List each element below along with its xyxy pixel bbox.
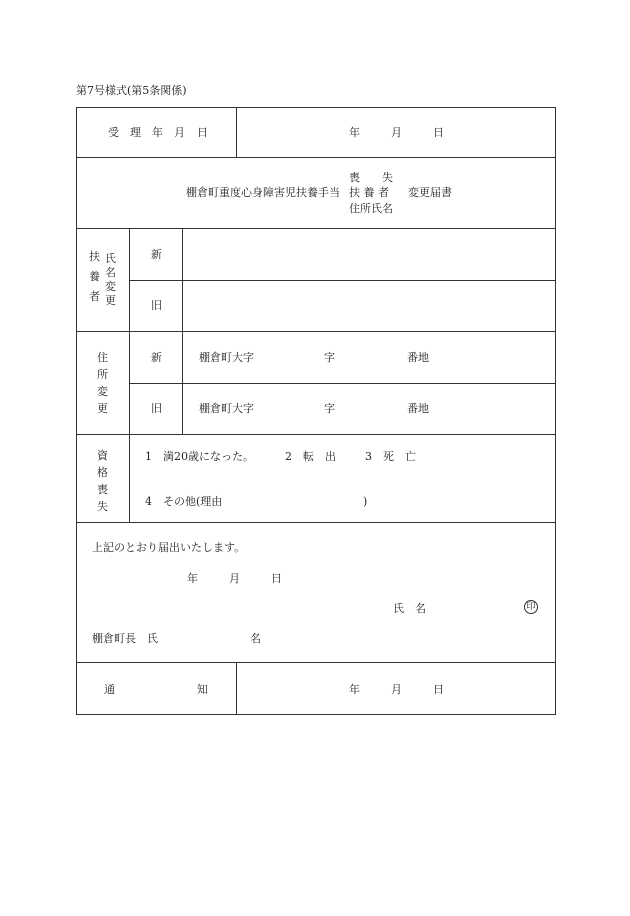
name-change-label: 氏 名 変 更 [105, 252, 116, 307]
loss-option-4-close: ) [363, 495, 368, 508]
addressee: 棚倉町長 氏 [92, 632, 158, 645]
guardian-label: 扶 養 者 [89, 250, 100, 303]
notice-month: 月 [391, 683, 402, 696]
declaration-day: 日 [271, 572, 282, 585]
title-top: 喪 失 [349, 171, 393, 184]
receipt-year: 年 [349, 126, 360, 139]
loss-option-4: 4 その他(理由 [145, 495, 223, 508]
loss-label: 資 格 喪 失 [97, 449, 108, 513]
declaration-year: 年 [187, 572, 198, 585]
title-main: 棚倉町重度心身障害児扶養手当 [186, 186, 340, 199]
address-old-town: 棚倉町大字 [199, 402, 254, 415]
address-new-town: 棚倉町大字 [199, 351, 254, 364]
loss-option-1: 1 満20歳になった。 [145, 450, 254, 463]
loss-option-2: 2 転 出 [285, 450, 336, 463]
title-middle: 扶 養 者 [349, 186, 389, 199]
col-divider [182, 228, 183, 434]
row-divider [76, 331, 556, 332]
form-number: 第7号様式(第5条関係) [76, 84, 187, 97]
notice-year: 年 [349, 683, 360, 696]
address-new-aza: 字 [324, 351, 335, 364]
row-divider [76, 228, 556, 229]
row-divider [76, 434, 556, 435]
address-old-banchi: 番地 [407, 402, 429, 415]
title-suffix: 変更届書 [408, 186, 452, 199]
address-new-banchi: 番地 [407, 351, 429, 364]
declaration-statement: 上記のとおり届出いたします。 [92, 541, 246, 554]
col-divider [236, 662, 237, 715]
name-new-label: 新 [151, 248, 162, 261]
address-change-label: 住 所 変 更 [97, 351, 108, 415]
addressee-suffix: 名 [250, 632, 261, 645]
notice-label-left: 通 [104, 683, 115, 696]
row-divider [76, 157, 556, 158]
row-divider [76, 662, 556, 663]
address-old-aza: 字 [324, 402, 335, 415]
title-bottom: 住所氏名 [349, 202, 393, 215]
address-new-label: 新 [151, 351, 162, 364]
row-divider [129, 280, 556, 281]
name-old-label: 旧 [151, 299, 162, 312]
row-divider [76, 522, 556, 523]
declaration-name-label: 氏 名 [393, 602, 426, 615]
col-divider [129, 228, 130, 522]
receipt-day: 日 [433, 126, 444, 139]
notice-label-right: 知 [197, 683, 208, 696]
declaration-month: 月 [229, 572, 240, 585]
receipt-month: 月 [391, 126, 402, 139]
col-divider [236, 107, 237, 157]
notice-day: 日 [433, 683, 444, 696]
seal-mark: 印 [524, 600, 538, 614]
row-divider [129, 383, 556, 384]
loss-option-3: 3 死 亡 [365, 450, 416, 463]
address-old-label: 旧 [151, 402, 162, 415]
